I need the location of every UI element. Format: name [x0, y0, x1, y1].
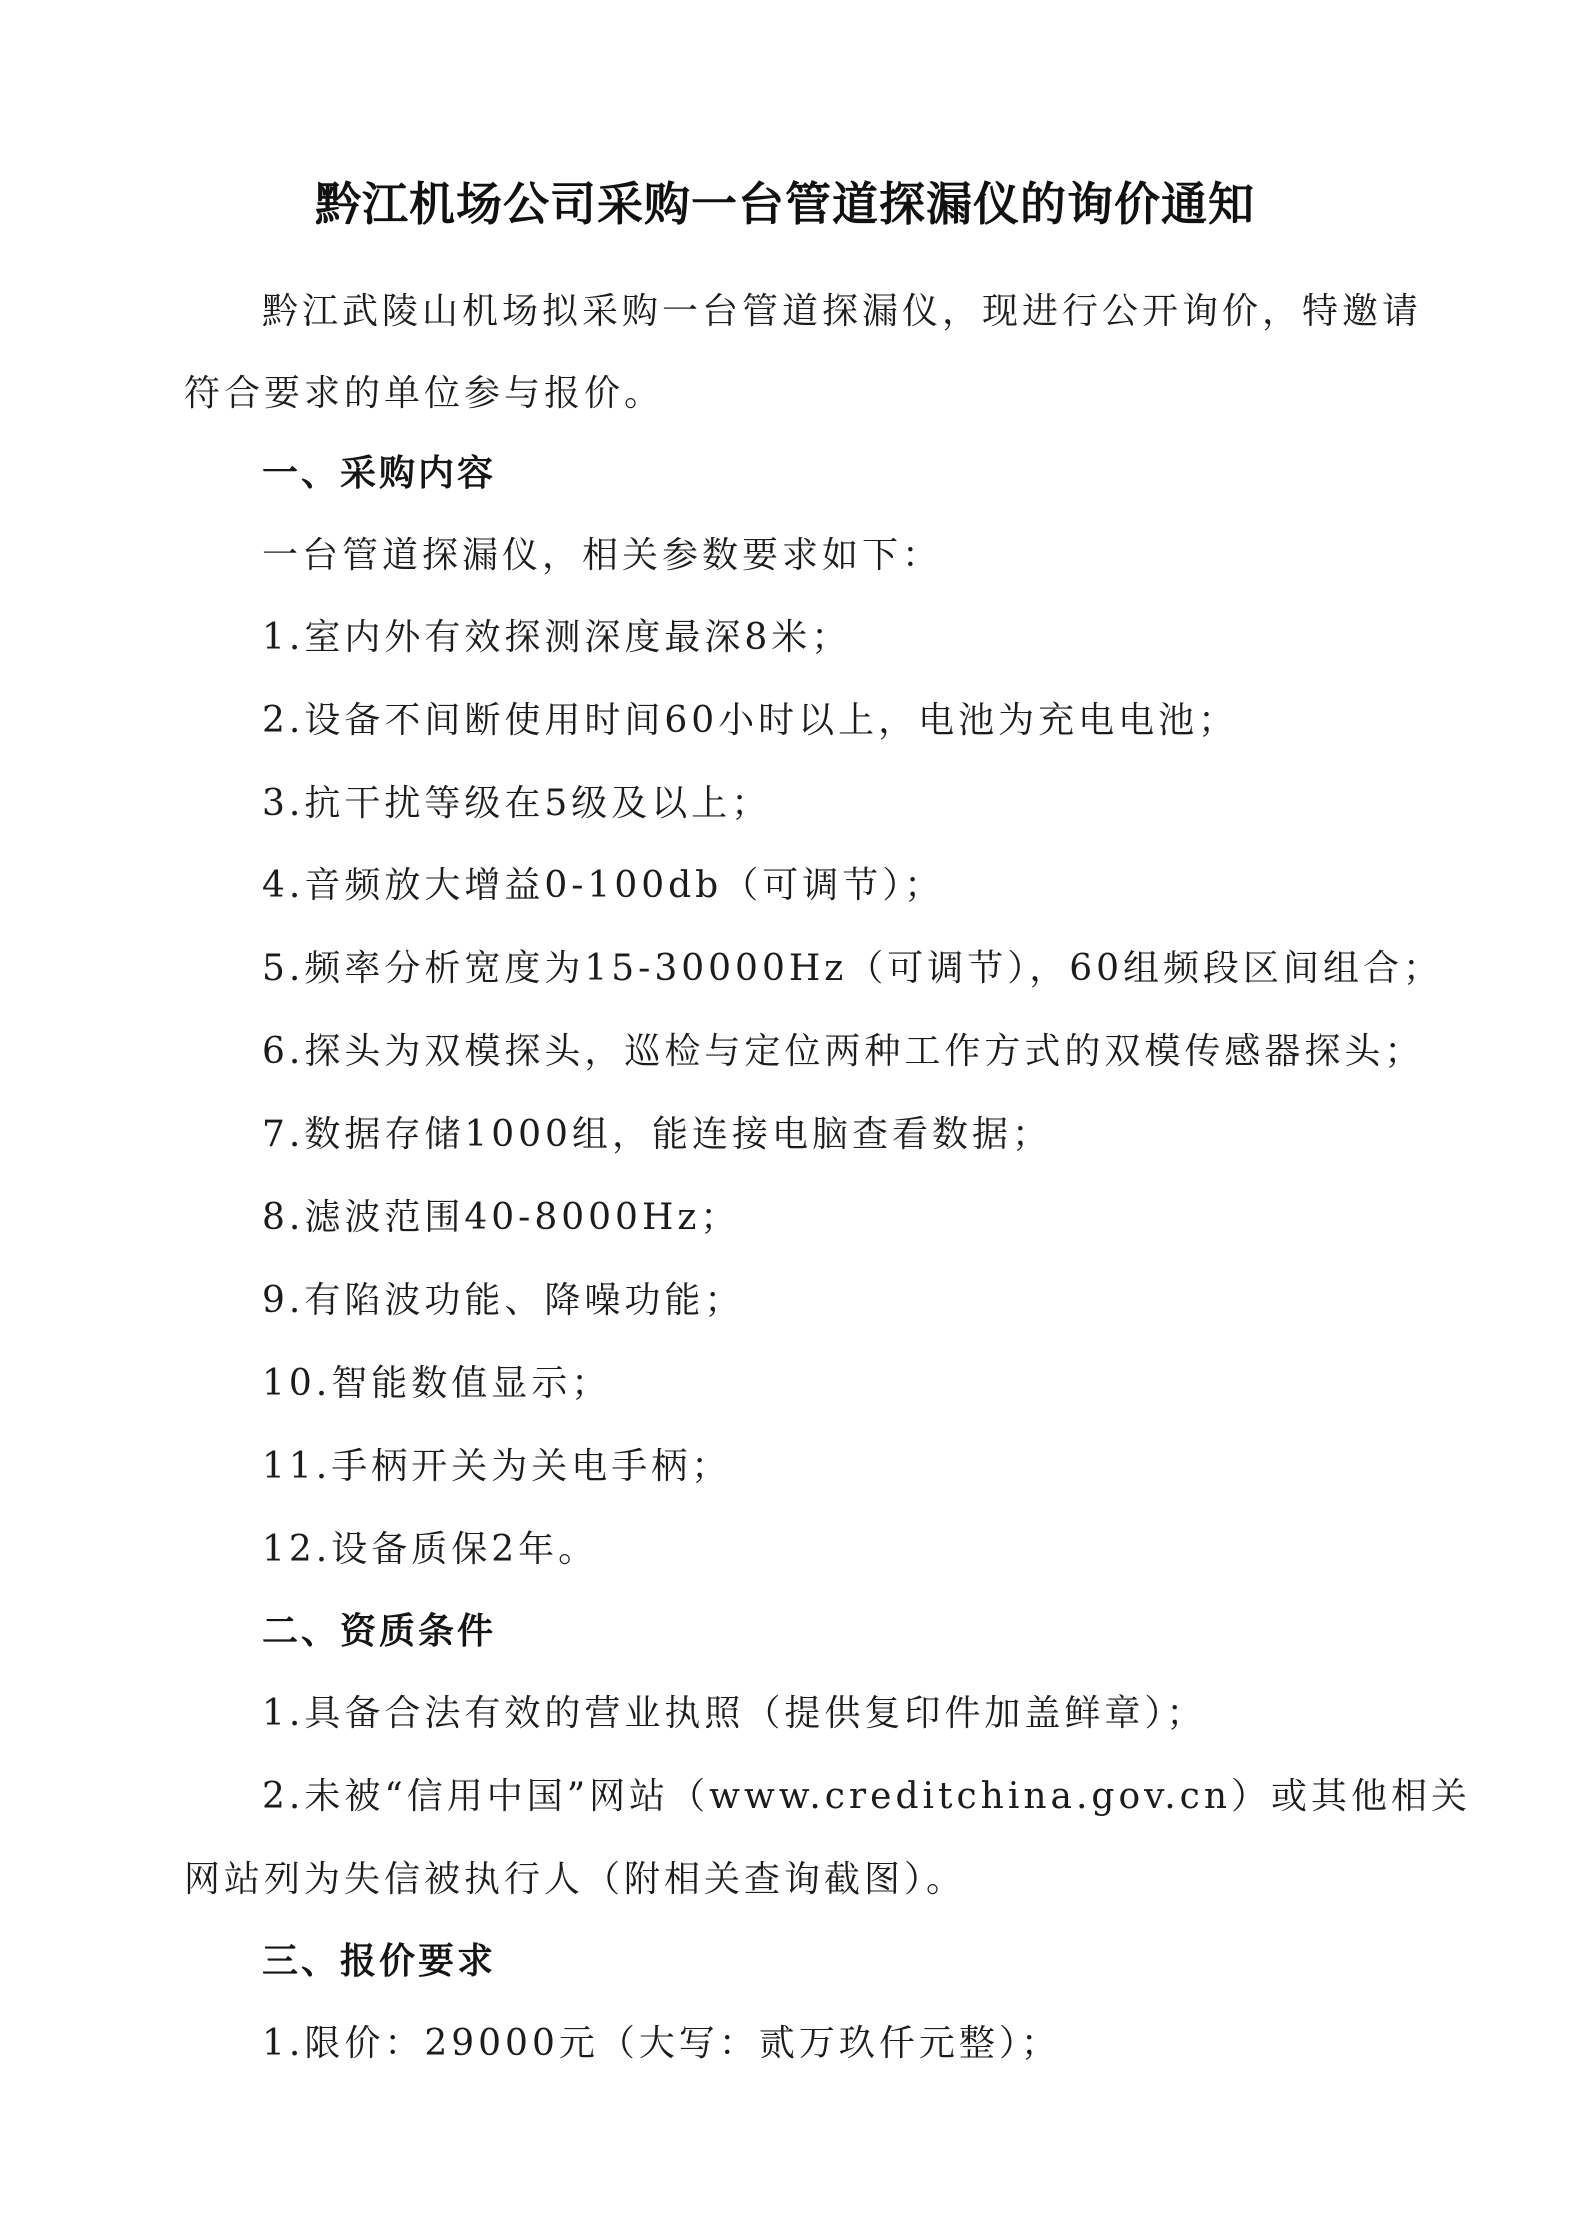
qualification-item-1: 1.具备合法有效的营业执照（提供复印件加盖鲜章）；	[262, 1693, 1207, 1734]
document-title: 黔江机场公司采购一台管道探漏仪的询价通知	[315, 177, 1255, 231]
procurement-lead: 一台管道探漏仪，相关参数要求如下：	[262, 535, 943, 576]
spec-item-6: 6.探头为双模探头，巡检与定位两种工作方式的双模传感器探头；	[262, 1031, 1425, 1072]
spec-item-3: 3.抗干扰等级在5级及以上；	[262, 783, 772, 824]
spec-item-4: 4.音频放大增益0-100db（可调节）；	[262, 865, 945, 906]
spec-item-10: 10.智能数值显示；	[262, 1363, 612, 1404]
qualification-item-2-line-1: 2.未被“信用中国”网站（www.creditchina.gov.cn）或其他相关	[262, 1776, 1472, 1817]
section-heading-procurement: 一、采购内容	[262, 453, 497, 494]
spec-item-1: 1.室内外有效探测深度最深8米；	[262, 617, 852, 658]
spec-item-8: 8.滤波范围40-8000Hz；	[262, 1197, 741, 1238]
qualification-item-2-line-2: 网站列为失信被执行人（附相关查询截图）。	[184, 1859, 967, 1900]
spec-item-2: 2.设备不间断使用时间60小时以上，电池为充电电池；	[262, 700, 1239, 741]
quotation-item-1: 1.限价：29000元（大写：贰万玖仟元整）；	[262, 2023, 1061, 2064]
spec-item-12: 12.设备质保2年。	[262, 1529, 599, 1570]
section-heading-qualifications: 二、资质条件	[262, 1611, 497, 1652]
intro-paragraph-line-1: 黔江武陵山机场拟采购一台管道探漏仪，现进行公开询价，特邀请	[262, 291, 1423, 332]
section-heading-quotation: 三、报价要求	[262, 1941, 497, 1982]
spec-item-7: 7.数据存储1000组，能连接电脑查看数据；	[262, 1114, 1052, 1155]
spec-item-9: 9.有陷波功能、降噪功能；	[262, 1280, 745, 1321]
intro-paragraph-line-2: 符合要求的单位参与报价。	[184, 373, 665, 414]
spec-item-11: 11.手柄开关为关电手柄；	[262, 1446, 732, 1487]
spec-item-5: 5.频率分析宽度为15-30000Hz（可调节），60组频段区间组合；	[262, 948, 1444, 989]
